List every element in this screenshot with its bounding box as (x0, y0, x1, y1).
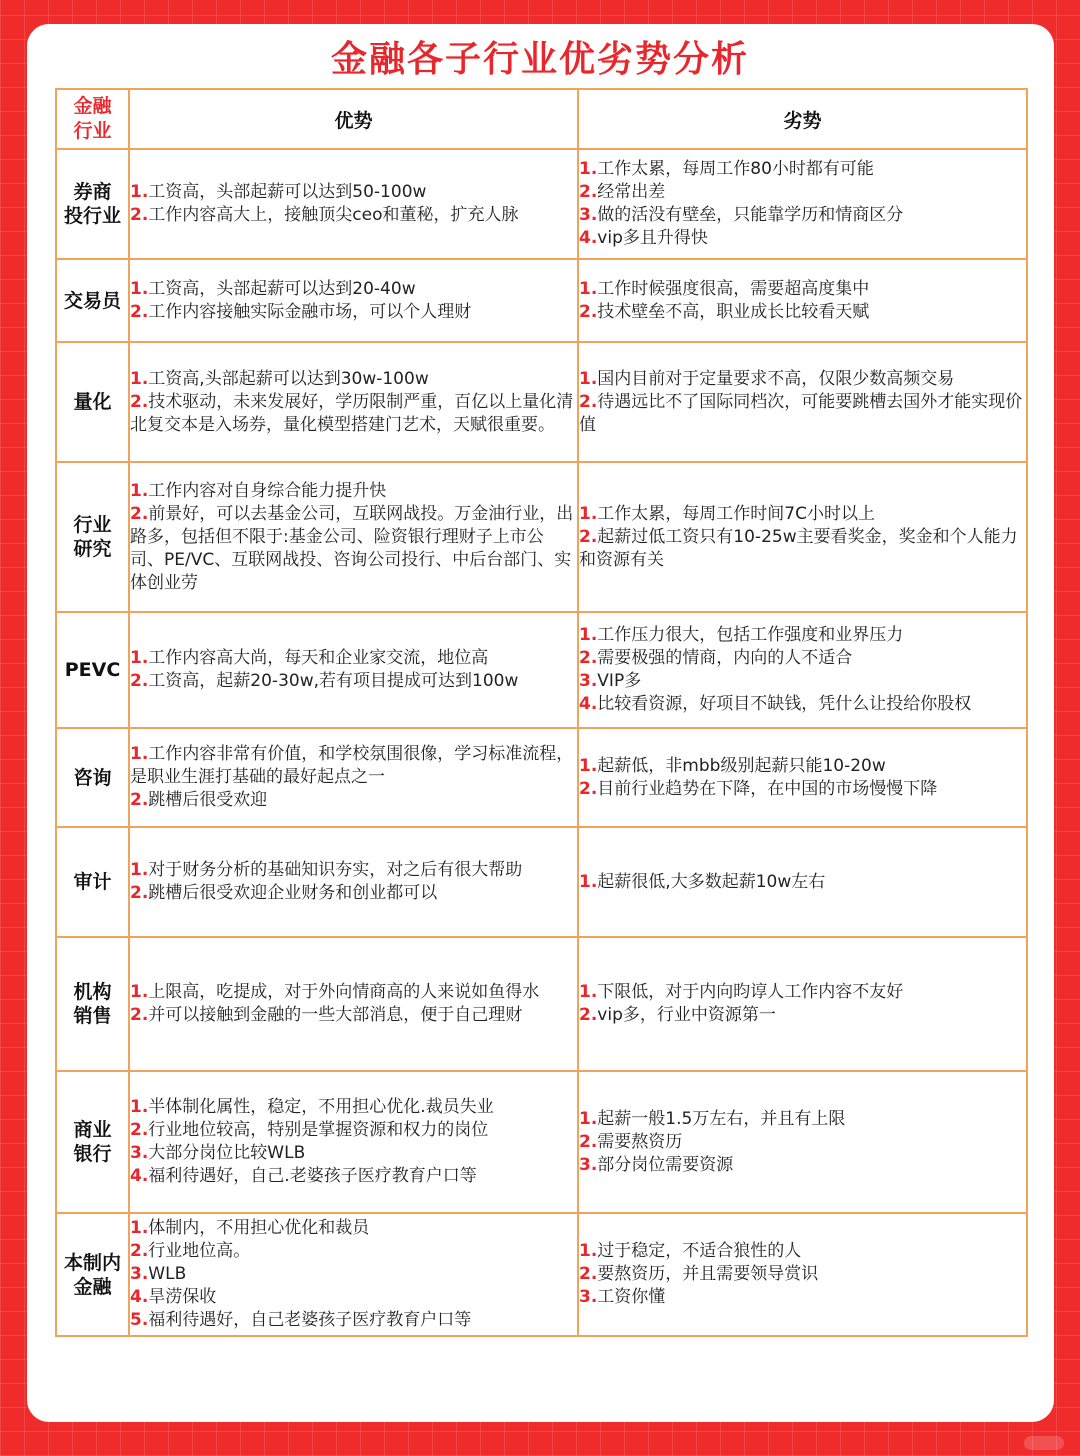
item-number: 1. (579, 1108, 598, 1129)
item-text: 经常出差 (597, 182, 666, 202)
item-number: 2. (579, 778, 598, 799)
industry-name-line: 行业 (73, 514, 112, 536)
advantages-cell (129, 827, 578, 937)
disadvantage-item (579, 181, 1026, 204)
item-text: 工作内容高大尚，每天和企业家交流，地位高 (148, 648, 489, 668)
item-number: 1. (130, 368, 149, 389)
item-text: 工资高，头部起薪可以达到50-100w (148, 182, 427, 202)
industry-cell (56, 462, 129, 612)
advantages-cell (129, 1071, 578, 1213)
advantages-cell (129, 1213, 578, 1336)
item-number: 2. (130, 883, 149, 903)
industry-cell (56, 937, 129, 1071)
advantage-item (130, 1004, 577, 1027)
table-row (56, 1213, 1027, 1336)
item-text: 起薪低，非mbb级别起薪只能10-20w (597, 755, 886, 776)
watermark-badge (1024, 1436, 1064, 1450)
item-text: 起薪过低工资只有10-25w主要看奖金，奖金和个人能力和资源有关 (579, 526, 1018, 570)
item-number: 4. (130, 1166, 149, 1186)
item-number: 1. (130, 1218, 149, 1238)
item-text: 比较看资源，好项目不缺钱，凭什么让投给你股权 (597, 694, 972, 714)
item-text: 跳槽后很受欢迎企业财务和创业都可以 (148, 883, 438, 903)
item-text: 过于稳定，不适合狼性的人 (597, 1241, 802, 1261)
item-number: 3. (579, 1287, 598, 1307)
advantage-item (130, 647, 577, 670)
disadvantages-cell (578, 462, 1027, 612)
disadvantages-cell (578, 937, 1027, 1071)
item-text: 并可以接触到金融的一些大部消息，便于自己理财 (148, 1005, 523, 1025)
item-text: 技术壁垒不高，职业成长比较看天赋 (597, 301, 870, 322)
industry-name-line: 投行业 (63, 205, 121, 227)
industry-cell (56, 1213, 129, 1336)
item-number: 1. (130, 744, 149, 764)
disadvantages-cell (578, 342, 1027, 462)
industry-cell (56, 728, 129, 827)
item-text: 下限低，对于内向昀谆人工作内容不友好 (597, 982, 904, 1002)
item-text: 工资高，头部起薪可以达到20-40w (148, 278, 416, 299)
item-number: 3. (130, 1264, 149, 1284)
industry-name-line: 咨询 (73, 766, 112, 789)
advantage-item (130, 1286, 577, 1309)
industry-name-line: 销售 (73, 1005, 112, 1027)
item-text: 大部分岗位比较WLB (148, 1143, 306, 1163)
advantage-item (130, 670, 577, 693)
item-number: 4. (579, 228, 598, 248)
item-number: 2. (579, 648, 598, 668)
item-text: 旱涝保收 (148, 1287, 217, 1307)
industry-name-line: 商业 (73, 1119, 112, 1141)
item-text: VIP多 (597, 671, 642, 691)
comparison-table (55, 88, 1028, 1337)
disadvantage-item (579, 204, 1026, 227)
disadvantage-item (579, 391, 1026, 437)
advantages-cell (129, 259, 578, 342)
item-text: 工资高，起薪20-30w,若有项目提成可达到100w (148, 671, 519, 691)
item-text: 工作压力很大，包括工作强度和业界压力 (597, 625, 904, 645)
advantage-item (130, 743, 577, 789)
disadvantage-item (579, 526, 1026, 572)
item-text: vip多且升得快 (597, 228, 708, 248)
advantages-cell (129, 728, 578, 827)
item-number: 1. (579, 982, 598, 1002)
item-number: 3. (579, 205, 598, 225)
item-text: 起薪一般1.5万左右，并且有上限 (597, 1108, 846, 1129)
item-number: 2. (130, 1005, 149, 1025)
item-number: 2. (130, 790, 149, 810)
item-text: 对于财务分析的基础知识夯实，对之后有很大帮助 (148, 860, 523, 880)
industry-name-line: PEVC (64, 659, 121, 681)
item-text: 做的活没有壁垒，只能靠学历和情商区分 (597, 205, 904, 225)
item-text: 部分岗位需要资源 (597, 1154, 734, 1175)
item-number: 2. (579, 1264, 598, 1284)
item-text: 起薪很低,大多数起薪10w左右 (597, 871, 826, 892)
disadvantage-item (579, 158, 1026, 181)
industry-name-line: 研究 (73, 538, 112, 560)
item-text: 工作时候强度很高，需要超高度集中 (597, 278, 870, 299)
disadvantage-item (579, 647, 1026, 670)
disadvantages-cell (578, 827, 1027, 937)
item-text: 工资你懂 (597, 1287, 666, 1307)
table-header-row (56, 89, 1027, 149)
item-text: 半体制化属性，稳定，不用担心优化.裁员失业 (148, 1097, 494, 1117)
item-text: 技术驱动，未来发展好，学历限制严重，百亿以上量化清北复交本是入场券，量化模型搭建门艺术，天赋很重要。 (130, 391, 574, 435)
item-number: 4. (130, 1287, 149, 1307)
industry-name-line: 本制内 (63, 1251, 121, 1274)
header-advantages: 优势 (129, 89, 578, 149)
item-number: 3. (130, 1143, 149, 1163)
disadvantages-cell (578, 1213, 1027, 1336)
advantages-cell (129, 937, 578, 1071)
item-text: 工作太累，每周工作时间7C小时以上 (597, 503, 875, 524)
disadvantage-item (579, 227, 1026, 250)
item-text: 体制内，不用担心优化和裁员 (148, 1218, 370, 1238)
item-text: 工作内容非常有价值，和学校氛围很像，学习标准流程，是职业生涯打基础的最好起点之一 (130, 744, 574, 787)
advantage-item (130, 1240, 577, 1263)
item-text: 上限高，吃提成，对于外向情商高的人来说如鱼得水 (148, 982, 540, 1002)
advantage-item (130, 981, 577, 1004)
item-number: 2. (579, 1005, 598, 1025)
item-text: vip多，行业中资源第一 (597, 1005, 776, 1025)
advantages-cell (129, 342, 578, 462)
item-number: 2. (579, 1131, 598, 1152)
page-title: 金融各子行业优劣势分析 (330, 39, 749, 80)
disadvantage-item (579, 981, 1026, 1004)
disadvantage-item (579, 301, 1026, 324)
item-number: 1. (130, 860, 149, 880)
advantage-item (130, 1309, 577, 1332)
table-row (56, 149, 1027, 259)
advantage-item (130, 204, 577, 227)
advantage-item (130, 503, 577, 595)
advantage-item (130, 789, 577, 812)
item-number: 2. (579, 182, 598, 202)
table-row (56, 612, 1027, 728)
item-text: 工资高,头部起薪可以达到30w-100w (148, 368, 429, 389)
advantage-item (130, 480, 577, 503)
item-number: 1. (130, 278, 149, 299)
disadvantage-item (579, 670, 1026, 693)
disadvantage-item (579, 368, 1026, 391)
item-text: 需要熬资历 (597, 1131, 683, 1152)
advantage-item (130, 181, 577, 204)
item-text: 工作内容接触实际金融市场，可以个人理财 (148, 301, 472, 322)
disadvantages-cell (578, 1071, 1027, 1213)
advantages-cell (129, 462, 578, 612)
disadvantage-item (579, 1286, 1026, 1309)
disadvantages-cell (578, 612, 1027, 728)
item-text: 工作内容对自身综合能力提升快 (148, 480, 387, 501)
item-number: 2. (579, 526, 598, 547)
item-number: 2. (130, 391, 149, 412)
industry-name-line: 券商 (73, 181, 112, 203)
header-industry: 金融 行业 (56, 89, 129, 149)
disadvantage-item (579, 1131, 1026, 1154)
item-text: 行业地位高。 (148, 1241, 251, 1261)
disadvantage-item (579, 778, 1026, 801)
item-number: 1. (579, 1241, 598, 1261)
industry-cell (56, 827, 129, 937)
item-text: 工作内容高大上，接触顶尖ceo和董秘，扩充人脉 (148, 205, 519, 225)
item-text: 国内目前对于定量要求不高，仅限少数高频交易 (597, 368, 955, 389)
industry-name-line: 审计 (73, 871, 112, 893)
disadvantage-item (579, 1240, 1026, 1263)
disadvantage-item (579, 871, 1026, 894)
item-text: 福利待遇好，自己.老婆孩子医疗教育户口等 (148, 1166, 477, 1186)
item-text: 目前行业趋势在下降，在中国的市场慢慢下降 (597, 778, 938, 799)
item-number: 1. (579, 278, 598, 299)
advantages-cell (129, 149, 578, 259)
item-number: 3. (579, 1154, 598, 1175)
item-number: 2. (579, 301, 598, 322)
table-row (56, 342, 1027, 462)
item-text: 行业地位较高，特别是掌握资源和权力的岗位 (148, 1120, 489, 1140)
industry-name-line: 量化 (73, 391, 112, 413)
item-number: 1. (579, 503, 598, 524)
item-text: 需要极强的情商，内向的人不适合 (597, 648, 853, 668)
item-number: 2. (130, 1120, 149, 1140)
disadvantages-cell (578, 259, 1027, 342)
industry-cell (56, 149, 129, 259)
item-number: 1. (579, 159, 598, 179)
item-number: 2. (130, 671, 149, 691)
disadvantage-item (579, 1263, 1026, 1286)
item-number: 1. (579, 871, 598, 892)
item-text: 福利待遇好，自己老婆孩子医疗教育户口等 (148, 1310, 472, 1330)
advantage-item (130, 301, 577, 324)
disadvantage-item (579, 755, 1026, 778)
header-disadvantages: 劣势 (578, 89, 1027, 149)
advantage-item (130, 859, 577, 882)
item-number: 1. (130, 1097, 149, 1117)
industry-name-line: 交易员 (63, 289, 121, 312)
advantage-item (130, 1119, 577, 1142)
item-number: 1. (130, 648, 149, 668)
disadvantages-cell (578, 728, 1027, 827)
item-text: 待遇远比不了国际同档次，可能要跳槽去国外才能实现价值 (579, 391, 1023, 435)
industry-cell (56, 1071, 129, 1213)
disadvantage-item (579, 278, 1026, 301)
item-number: 4. (579, 694, 598, 714)
advantage-item (130, 1165, 577, 1188)
table-row (56, 259, 1027, 342)
item-text: 前景好，可以去基金公司，互联网战投。万金油行业，出路多，包括但不限于:基金公司、险资银行理财子上市公司、PE/VC、互联网战投、咨询公司投行、中后台部门、实体创业劳 (130, 503, 574, 593)
item-number: 2. (130, 503, 149, 524)
disadvantages-cell (578, 149, 1027, 259)
advantage-item (130, 1217, 577, 1240)
industry-name-line: 金融 (73, 1275, 112, 1298)
item-text: WLB (148, 1264, 187, 1284)
industry-name-line: 机构 (73, 981, 112, 1003)
disadvantage-item (579, 693, 1026, 716)
table-row (56, 827, 1027, 937)
table-row (56, 462, 1027, 612)
advantage-item (130, 1096, 577, 1119)
advantage-item (130, 1142, 577, 1165)
item-text: 工作太累，每周工作80小时都有可能 (597, 159, 874, 179)
item-number: 2. (579, 391, 598, 412)
industry-cell (56, 342, 129, 462)
advantage-item (130, 368, 577, 391)
item-number: 3. (579, 671, 598, 691)
industry-cell (56, 612, 129, 728)
advantage-item (130, 882, 577, 905)
industry-name-line: 银行 (73, 1143, 112, 1165)
disadvantage-item (579, 624, 1026, 647)
item-number: 1. (130, 982, 149, 1002)
advantage-item (130, 1263, 577, 1286)
advantages-cell (129, 612, 578, 728)
table-row (56, 728, 1027, 827)
item-number: 2. (130, 205, 149, 225)
disadvantage-item (579, 1004, 1026, 1027)
item-number: 2. (130, 301, 149, 322)
item-text: 要熬资历，并且需要领导赏识 (597, 1264, 819, 1284)
table-row (56, 1071, 1027, 1213)
item-number: 1. (579, 755, 598, 776)
item-number: 2. (130, 1241, 149, 1261)
table-row (56, 937, 1027, 1071)
industry-cell (56, 259, 129, 342)
item-number: 1. (130, 480, 149, 501)
item-number: 1. (579, 368, 598, 389)
advantage-item (130, 278, 577, 301)
item-number: 5. (130, 1310, 149, 1330)
disadvantage-item (579, 1154, 1026, 1177)
disadvantage-item (579, 503, 1026, 526)
advantage-item (130, 391, 577, 437)
item-number: 1. (579, 625, 598, 645)
item-number: 1. (130, 182, 149, 202)
disadvantage-item (579, 1108, 1026, 1131)
item-text: 跳槽后很受欢迎 (148, 790, 268, 810)
